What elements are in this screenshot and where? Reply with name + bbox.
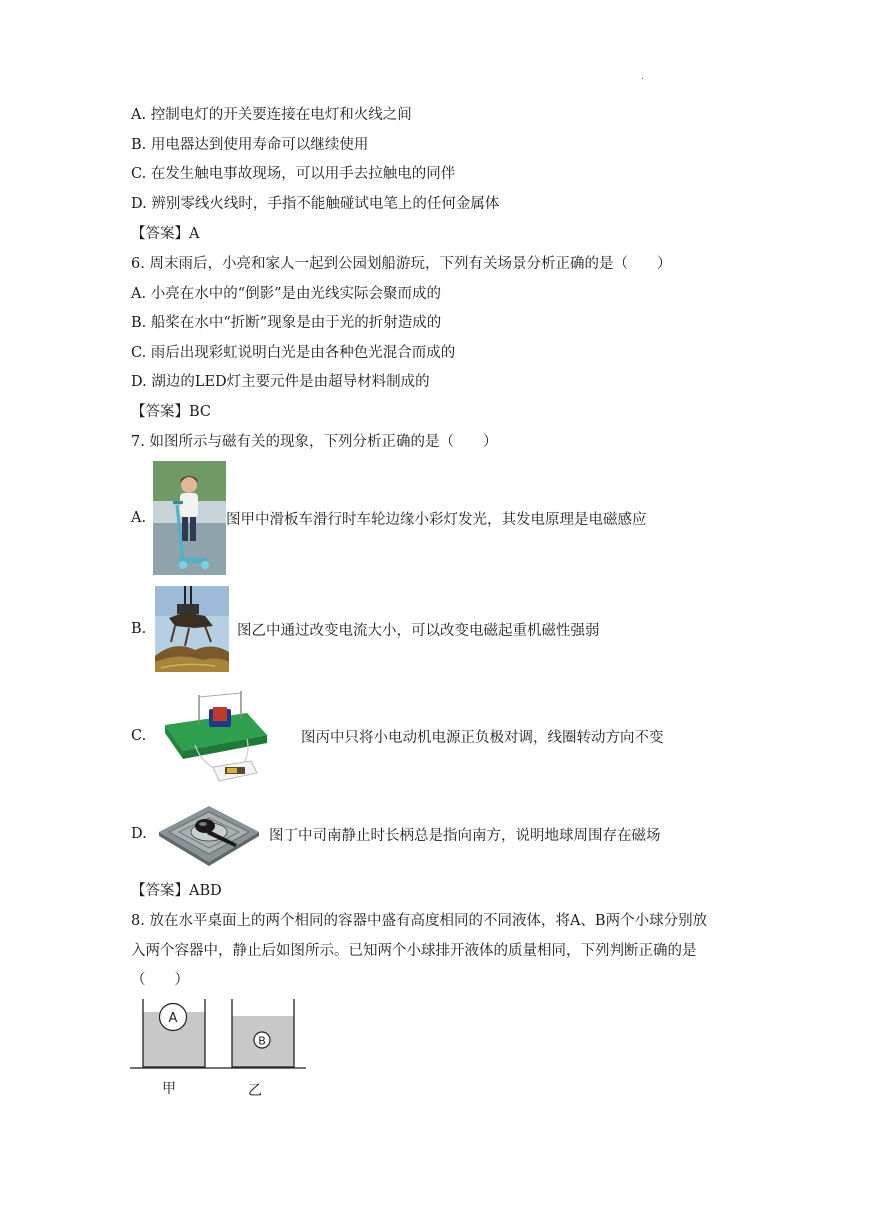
q6-option-b: B. 船桨在水中“折断”现象是由于光的折射造成的	[131, 315, 442, 331]
containers-diagram	[128, 995, 308, 1071]
q6-answer: 【答案】BC	[131, 404, 212, 420]
q6-option-a: A. 小亮在水中的“倒影”是由光线实际会聚而成的	[131, 286, 442, 302]
q5-option-b: B. 用电器达到使用寿命可以继续使用	[131, 137, 369, 153]
container-jia-label: 甲	[162, 1081, 176, 1097]
q5-option-c: C. 在发生触电事故现场，可以用手去拉触电的同伴	[131, 166, 456, 182]
q7-option-b-text: 图乙中通过改变电流大小，可以改变电磁起重机磁性强弱	[237, 622, 600, 639]
q7-option-b-letter: B.	[131, 621, 147, 637]
ball-a-label: A	[168, 1011, 178, 1026]
q8-stem-line1: 8. 放在水平桌面上的两个相同的容器中盛有高度相同的不同液体，将A、B两个小球分别放	[131, 913, 708, 929]
container-yi-label: 乙	[248, 1083, 262, 1099]
q7-option-a-text: 图甲中滑板车滑行时车轮边缘小彩灯发光，其发电原理是电磁感应	[226, 511, 647, 528]
electromagnet-crane-photo	[155, 586, 229, 672]
q8-stem-line3: （ ）	[131, 972, 189, 988]
q7-stem: 7. 如图所示与磁有关的现象，下列分析正确的是（ ）	[131, 434, 498, 450]
q6-option-d: D. 湖边的LED灯主要元件是由超导材料制成的	[131, 374, 430, 390]
q7-option-c	[131, 685, 664, 787]
scooter-photo	[153, 461, 226, 575]
q7-answer: 【答案】ABD	[131, 883, 222, 899]
q7-option-d	[131, 798, 661, 870]
q7-option-b	[131, 586, 600, 672]
q7-option-d-text: 图丁中司南静止时长柄总是指向南方，说明地球周围存在磁场	[269, 827, 661, 844]
q5-option-a: A. 控制电灯的开关要连接在电灯和火线之间	[131, 107, 412, 123]
q6-option-c: C. 雨后出现彩虹说明白光是由各种色光混合而成的	[131, 345, 456, 361]
q5-answer: 【答案】A	[131, 226, 200, 242]
q7-option-a	[131, 461, 647, 575]
q7-option-d-letter: D.	[131, 826, 147, 842]
sinan-compass-photo	[155, 798, 263, 870]
q7-option-a-letter: A.	[131, 510, 147, 526]
q7-option-c-text: 图丙中只将小电动机电源正负极对调，线圈转动方向不变	[301, 729, 664, 746]
motor-model-photo	[155, 685, 281, 787]
q7-option-c-letter: C.	[131, 728, 147, 744]
q5-option-d: D. 辨别零线火线时，手指不能触碰试电笔上的任何金属体	[131, 196, 500, 212]
q8-stem-line2: 入两个容器中，静止后如图所示。已知两个小球排开液体的质量相同，下列判断正确的是	[131, 943, 697, 959]
header-mark: .	[641, 71, 645, 82]
ball-b-label: B	[258, 1034, 266, 1048]
q6-stem: 6. 周末雨后，小亮和家人一起到公园划船游玩，下列有关场景分析正确的是（ ）	[131, 256, 672, 272]
